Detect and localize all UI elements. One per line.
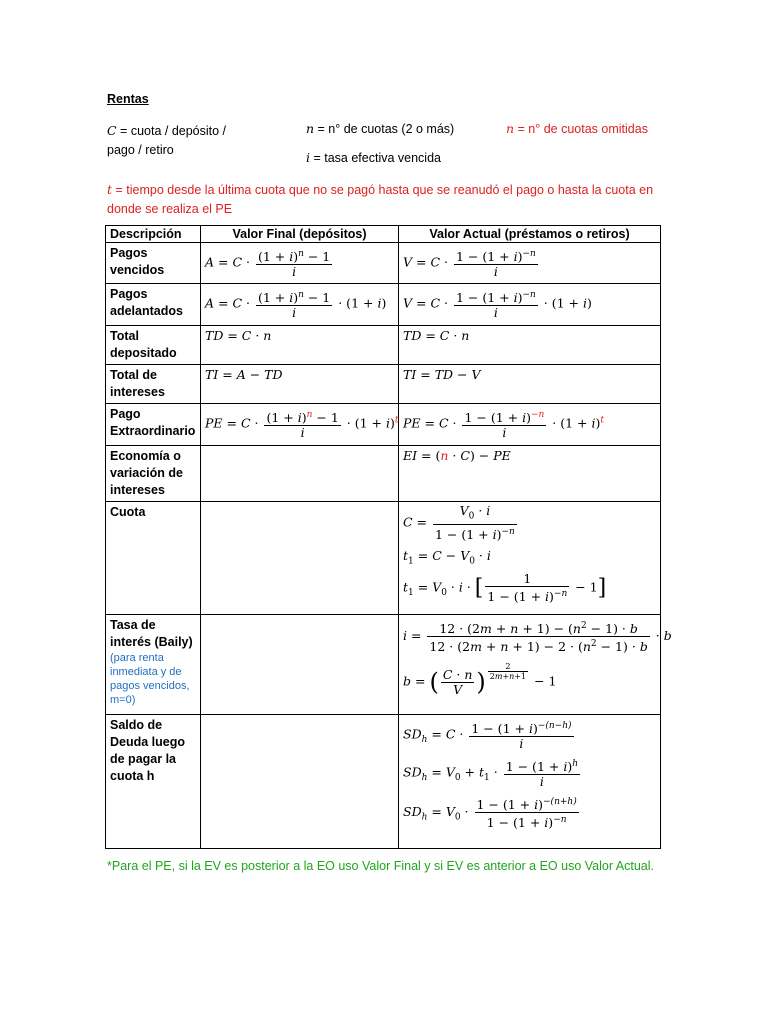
- formula-baily-b: b = ( $\frac{C \cdot n}{V}$ ) $^{\frac{2}{2m+n+1}}$ − 1: [403, 662, 557, 697]
- formula-va-vencidos: V = C · $\frac{1 - (1 + i)^{-n}}{i}$: [403, 249, 536, 280]
- row-label: Pagos vencidos: [110, 246, 165, 277]
- def-n-omitted: n = n° de cuotas omitidas: [506, 121, 648, 136]
- formula-cuota-t1: $t_1 = C - V_0 \cdot i$: [403, 547, 491, 567]
- table-row: [106, 615, 661, 715]
- header-valor-final: Valor Final (depósitos): [201, 226, 399, 243]
- formula-saldo-3: $SD_h = V_0$ · $\frac{1 - (1 + i)^{-(n+h)}}{1 - (1 + i)^{-n}}$: [403, 797, 577, 831]
- formula-cuota-c: C = $\frac{V_0 \cdot i}{1 - (1 + i)^{-n}}$: [403, 503, 515, 542]
- formula-va-td: TD = C · n: [403, 328, 470, 343]
- table-header-row: [106, 226, 661, 243]
- formula-saldo-2: $SD_h = V_0 + t_1$ · $\frac{1 - (1 + i)^h}{i}$: [403, 759, 578, 790]
- formula-va-ti: TI = TD − V: [403, 367, 481, 382]
- def-n: n = n° de cuotas (2 o más): [306, 121, 455, 136]
- formula-va-ei: EI = (n · C) − PE: [403, 448, 511, 463]
- header-valor-actual: Valor Actual (préstamos o retiros): [399, 226, 661, 243]
- row-label: Pago Extraordinario: [110, 407, 196, 438]
- formula-vf-td: TD = C · n: [205, 328, 272, 343]
- row-label: Saldo de Deuda luego de pagar la cuota h: [110, 718, 186, 783]
- table-row: [106, 365, 661, 404]
- def-t: t = tiempo desde la última cuota que no se pagó hasta que se reanudó el pago o hasta la cuota en donde se realiza el PE: [107, 182, 654, 216]
- footnote: *Para el PE, si la EV es posterior a la EO uso Valor Final y si EV es anterior a EO uso Valor Actual.: [107, 859, 655, 873]
- header-description: Descripción: [106, 226, 201, 243]
- table-row: [106, 243, 661, 284]
- row-label: Cuota: [110, 505, 146, 519]
- formula-vf-pe: PE = C · $\frac{(1 + i)^n - 1}{i}$ · $(1 + i)^t$: [205, 410, 399, 441]
- row-label: Pagos adelantados: [110, 287, 183, 318]
- table-row: [106, 502, 661, 615]
- table-row: [106, 284, 661, 326]
- row-note: (para renta inmediata y de pagos vencidos, m=0): [110, 652, 190, 706]
- row-label: Total depositado: [110, 329, 177, 360]
- table-row: [106, 446, 661, 502]
- formula-table: [105, 225, 672, 849]
- table-row: [106, 715, 661, 849]
- formula-va-pe: PE = C · $\frac{1 - (1 + i)^{-n}}{i}$ · $(1 + i)^t$: [403, 410, 605, 441]
- def-i: i = tasa efectiva vencida: [306, 150, 441, 165]
- table-row: [106, 326, 661, 365]
- def-c: C = cuota / depósito / pago / retiro: [107, 123, 227, 157]
- formula-vf-adelantados: A = C · $\frac{(1 + i)^n - 1}{i}$ · (1 + i): [205, 290, 387, 321]
- row-label: Tasa de interés (Baily): [110, 618, 193, 649]
- row-label: Economía o variación de intereses: [110, 449, 183, 497]
- formula-va-adelantados: V = C · $\frac{1 - (1 + i)^{-n}}{i}$ · (1 + i): [403, 290, 592, 321]
- formula-cuota-t1b: $t_1 = V_0 \cdot i$ · [ $\frac{1}{1 - (1 + i)^{-n}}$ − 1]: [403, 571, 607, 605]
- formula-vf-ti: TI = A − TD: [205, 367, 283, 382]
- formula-vf-vencidos: A = C · $\frac{(1 + i)^n - 1}{i}$: [205, 249, 331, 280]
- page-title: Rentas: [107, 92, 149, 106]
- table-row: [106, 404, 661, 446]
- formula-saldo-1: $SD_h = C$ · $\frac{1 - (1 + i)^{-(n-h)}}{i}$: [403, 721, 572, 752]
- formula-baily-i: i = $\frac{12 \cdot (2m + n + 1) - (n^2 - 1) \cdot b}{12 \cdot (2m + n + 1) - 2 \cdot (n^2 - 1) \cdot b}$ · b: [403, 621, 672, 655]
- row-label: Total de intereses: [110, 368, 165, 399]
